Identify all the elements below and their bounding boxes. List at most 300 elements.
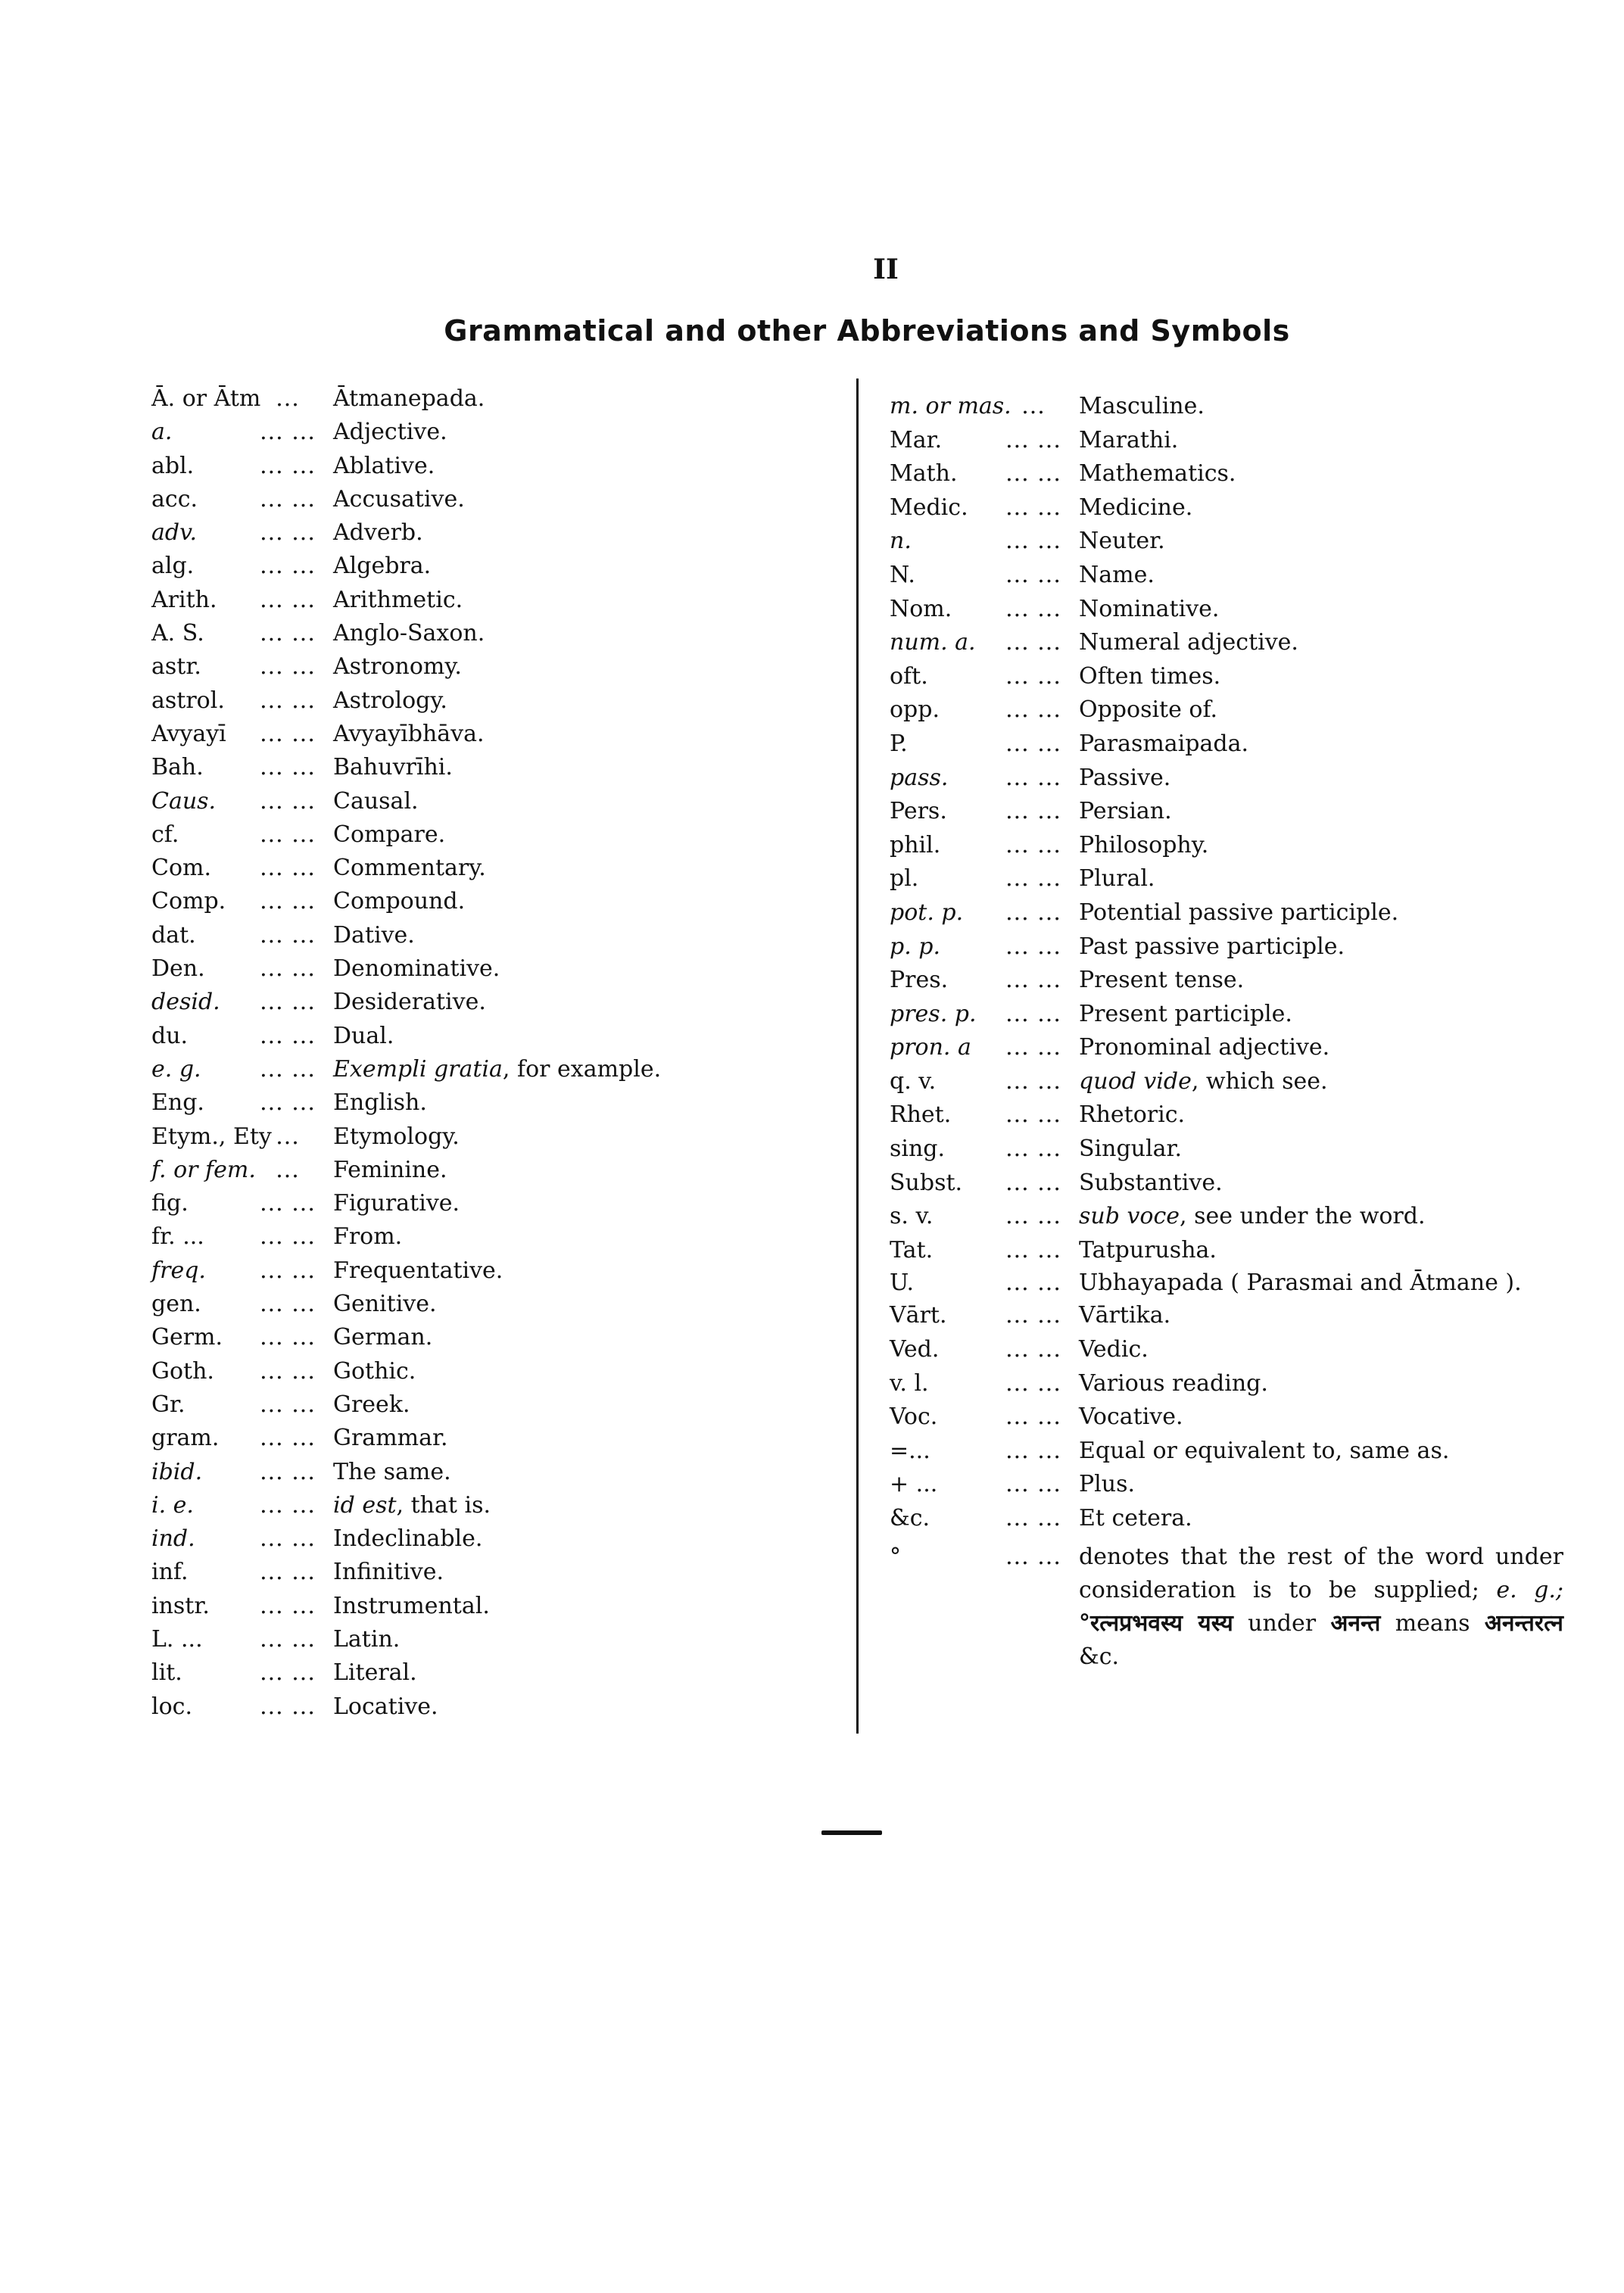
leader-dots: ... ... <box>1005 561 1061 588</box>
abbreviation-term: oft. <box>890 662 928 690</box>
abbreviation-entry <box>151 785 878 818</box>
abbreviation-entry <box>151 1254 878 1288</box>
abbreviation-meaning: Causal. <box>333 787 419 815</box>
abbreviation-term: phil. <box>890 831 941 858</box>
abbreviation-meaning: Vocative. <box>1079 1404 1183 1431</box>
abbreviation-term: du. <box>151 1022 189 1049</box>
abbreviation-meaning: Exempli gratia, for example. <box>333 1055 662 1083</box>
abbreviation-entry <box>151 1321 878 1354</box>
abbreviation-term: Mar. <box>890 426 943 453</box>
abbreviation-entry <box>890 1468 1571 1502</box>
leader-dots: ... ... <box>1005 1404 1061 1431</box>
abbreviation-term: &c. <box>890 1505 930 1531</box>
abbreviation-meaning: Instrumental. <box>333 1592 490 1619</box>
leader-dots: ... ... <box>260 1089 316 1117</box>
abbreviation-meaning: Arithmetic. <box>333 586 463 613</box>
leader-dots: ... ... <box>1005 798 1061 825</box>
leader-dots: ... ... <box>1005 967 1061 994</box>
abbreviation-entry <box>151 382 878 416</box>
leader-dots: ... ... <box>260 1659 316 1687</box>
leader-dots: ... ... <box>1005 1101 1061 1129</box>
abbreviation-term: pass. <box>890 764 949 791</box>
abbreviation-entry <box>151 718 878 751</box>
abbreviation-meaning: The same. <box>333 1458 451 1485</box>
leader-dots: ... ... <box>260 653 316 681</box>
abbreviation-entry <box>890 457 1571 491</box>
abbreviation-meaning: Figurative. <box>333 1190 460 1217</box>
abbreviation-entry <box>151 1422 878 1455</box>
abbreviation-term: Caus. <box>151 787 217 815</box>
leader-dots: ... ... <box>260 787 316 815</box>
leader-dots: ... ... <box>1005 1543 1061 1570</box>
abbreviation-term: Ved. <box>890 1336 940 1363</box>
leader-dots: ... ... <box>260 553 316 580</box>
abbreviation-entry <box>151 751 878 784</box>
abbreviation-meaning: Avyayībhāva. <box>333 720 485 747</box>
symbol-note-text <box>1079 1541 1563 1674</box>
abbreviation-meaning: Marathi. <box>1079 426 1179 453</box>
abbreviation-term: adv. <box>151 519 198 547</box>
leader-dots: ... ... <box>260 620 316 647</box>
abbreviation-term: p. p. <box>890 933 941 960</box>
leader-dots: ... ... <box>260 1257 316 1284</box>
abbreviation-term: q. v. <box>890 1067 937 1095</box>
abbreviation-term: U. <box>890 1270 915 1297</box>
abbreviation-meaning: Denominative. <box>333 955 500 983</box>
abbreviation-term: Comp. <box>151 888 226 915</box>
abbreviation-term: pres. p. <box>890 1000 977 1027</box>
abbreviation-entry <box>890 1098 1571 1132</box>
leader-dots: ... ... <box>260 921 316 949</box>
abbreviation-entry <box>151 450 878 483</box>
page-title: Grammatical and other Abbreviations and Symbols <box>444 314 1290 347</box>
abbreviation-entry <box>151 1656 878 1690</box>
abbreviation-term: fig. <box>151 1190 189 1217</box>
abbreviation-entry <box>151 416 878 449</box>
abbreviation-term: num. a. <box>890 629 976 656</box>
leader-dots: ... ... <box>260 586 316 613</box>
abbreviation-term: v. l. <box>890 1369 929 1397</box>
leader-dots: ... ... <box>260 1324 316 1351</box>
abbreviation-entry <box>890 626 1571 660</box>
abbreviation-meaning: Present participle. <box>1079 1000 1292 1027</box>
leader-dots: ... ... <box>260 1491 316 1519</box>
abbreviation-column-right <box>890 390 1571 1674</box>
abbreviation-meaning: Etymology. <box>333 1123 460 1150</box>
abbreviation-meaning: Plural. <box>1079 865 1155 893</box>
abbreviation-term: Ā. or Ātm <box>151 385 261 412</box>
abbreviation-term: gram. <box>151 1425 220 1452</box>
degree-symbol: ° <box>890 1543 901 1570</box>
abbreviation-entry <box>890 390 1571 424</box>
abbreviation-entry <box>151 584 878 617</box>
leader-dots: ... ... <box>1005 460 1061 488</box>
leader-dots: ... ... <box>1005 1169 1061 1196</box>
abbreviation-entry <box>890 1267 1571 1299</box>
abbreviation-entry <box>151 1690 878 1724</box>
leader-dots: ... ... <box>1005 595 1061 622</box>
abbreviation-meaning: Grammar. <box>333 1425 448 1452</box>
abbreviation-entry <box>151 1086 878 1120</box>
abbreviation-term: opp. <box>890 696 940 724</box>
abbreviation-meaning: Passive. <box>1079 764 1171 791</box>
abbreviation-term: Pers. <box>890 798 947 825</box>
abbreviation-term: astr. <box>151 653 201 681</box>
abbreviation-term: Com. <box>151 855 211 882</box>
abbreviation-term: cf. <box>151 821 179 848</box>
leader-dots: ... ... <box>1005 1067 1061 1095</box>
abbreviation-entry <box>890 1367 1571 1401</box>
abbreviation-entry <box>890 1502 1571 1536</box>
abbreviation-entry <box>151 1489 878 1522</box>
abbreviation-term: Math. <box>890 460 958 488</box>
abbreviation-meaning: Persian. <box>1079 798 1172 825</box>
leader-dots: ... ... <box>260 1055 316 1083</box>
note-text-3: means <box>1395 1609 1470 1637</box>
leader-dots: ... ... <box>260 754 316 781</box>
abbreviation-entry <box>890 1435 1571 1469</box>
abbreviation-meaning: Equal or equivalent to, same as. <box>1079 1437 1450 1464</box>
abbreviation-meaning: Anglo-Saxon. <box>333 620 485 647</box>
leader-dots: ... ... <box>1005 1236 1061 1263</box>
abbreviation-meaning: Often times. <box>1079 662 1221 690</box>
abbreviation-meaning: Potential passive participle. <box>1079 899 1399 926</box>
leader-dots: ... ... <box>260 452 316 479</box>
abbreviation-entry <box>151 1020 878 1053</box>
abbreviation-entry <box>151 1120 878 1154</box>
leader-dots: ... ... <box>260 1458 316 1485</box>
abbreviation-entry <box>890 964 1571 998</box>
abbreviation-meaning: Astronomy. <box>333 653 462 681</box>
leader-dots: ... ... <box>260 1190 316 1217</box>
abbreviation-term: a. <box>151 419 173 446</box>
abbreviation-entry <box>151 818 878 852</box>
leader-dots: ... ... <box>260 1291 316 1318</box>
abbreviation-entry <box>151 986 878 1019</box>
abbreviation-meaning: Et cetera. <box>1079 1505 1192 1531</box>
abbreviation-entry <box>151 684 878 718</box>
abbreviation-term: N. <box>890 561 915 588</box>
leader-dots: ... ... <box>260 1223 316 1251</box>
abbreviation-term: pl. <box>890 865 919 893</box>
abbreviation-meaning: Rhetoric. <box>1079 1101 1186 1129</box>
abbreviation-entry <box>151 952 878 986</box>
leader-dots: ... ... <box>260 1693 316 1720</box>
abbreviation-entry <box>890 1132 1571 1167</box>
leader-dots: ... ... <box>260 989 316 1016</box>
abbreviation-term: Arith. <box>151 586 217 613</box>
abbreviation-entry <box>151 516 878 550</box>
abbreviation-entry <box>151 1522 878 1556</box>
abbreviation-entry <box>890 491 1571 525</box>
abbreviation-entry <box>151 1187 878 1220</box>
abbreviation-meaning: Nominative. <box>1079 595 1220 622</box>
abbreviation-entry <box>890 1031 1571 1065</box>
abbreviation-meaning: Singular. <box>1079 1136 1183 1163</box>
abbreviation-term: Medic. <box>890 494 968 521</box>
leader-dots: ... ... <box>1005 1437 1061 1464</box>
abbreviation-column-left <box>151 382 878 1724</box>
abbreviation-term: alg. <box>151 553 195 580</box>
leader-dots: ... ... <box>260 687 316 714</box>
abbreviation-meaning: Locative. <box>333 1693 438 1720</box>
abbreviation-meaning: Desiderative. <box>333 989 486 1016</box>
abbreviation-meaning: Neuter. <box>1079 528 1165 555</box>
leader-dots: ... ... <box>260 888 316 915</box>
leader-dots: ... ... <box>1005 1302 1061 1329</box>
leader-dots: ... <box>1021 393 1046 419</box>
leader-dots: ... ... <box>260 1625 316 1653</box>
leader-dots: ... <box>276 1123 300 1150</box>
abbreviation-entry <box>151 1288 878 1321</box>
leader-dots: ... ... <box>260 519 316 547</box>
abbreviation-term: lit. <box>151 1659 182 1687</box>
leader-dots: ... ... <box>1005 1136 1061 1163</box>
abbreviation-meaning: Algebra. <box>333 553 432 580</box>
note-eg: e. g.; <box>1496 1576 1563 1603</box>
abbreviation-term: Eng. <box>151 1089 204 1117</box>
abbreviation-entry <box>151 1220 878 1254</box>
abbreviation-meaning: Vārtika. <box>1079 1302 1171 1329</box>
section-number: II <box>873 254 899 285</box>
note-text-1: denotes that the rest of the word under consideration is to be supplied; <box>1079 1543 1563 1603</box>
leader-dots: ... ... <box>1005 764 1061 791</box>
end-rule <box>821 1830 882 1835</box>
abbreviation-term: ibid. <box>151 1458 203 1485</box>
abbreviation-entry <box>890 1234 1571 1268</box>
abbreviation-meaning: Mathematics. <box>1079 460 1236 488</box>
abbreviation-term: ind. <box>151 1525 195 1553</box>
leader-dots: ... ... <box>1005 730 1061 757</box>
abbreviation-meaning: Astrology. <box>333 687 447 714</box>
abbreviation-term: acc. <box>151 485 198 512</box>
leader-dots: ... ... <box>1005 1369 1061 1397</box>
abbreviation-term: abl. <box>151 452 195 479</box>
abbreviation-term: Vārt. <box>890 1302 947 1329</box>
abbreviation-meaning: Vedic. <box>1079 1336 1149 1363</box>
symbol-note <box>890 1541 1571 1674</box>
abbreviation-term: instr. <box>151 1592 210 1619</box>
abbreviation-term: Avyayī <box>151 720 226 747</box>
abbreviation-meaning: Compare. <box>333 821 446 848</box>
abbreviation-meaning: id est, that is. <box>333 1491 491 1519</box>
leader-dots: ... ... <box>260 720 316 747</box>
abbreviation-meaning: Bahuvrīhi. <box>333 754 453 781</box>
leader-dots: ... ... <box>260 419 316 446</box>
abbreviation-meaning: Various reading. <box>1079 1369 1268 1397</box>
abbreviation-entry <box>890 795 1571 829</box>
abbreviation-entry <box>890 693 1571 727</box>
abbreviation-meaning: Adjective. <box>333 419 447 446</box>
abbreviation-term: gen. <box>151 1291 201 1318</box>
abbreviation-entry <box>151 550 878 583</box>
abbreviation-meaning: Masculine. <box>1079 393 1205 419</box>
abbreviation-entry <box>151 1556 878 1589</box>
abbreviation-meaning: Literal. <box>333 1659 417 1687</box>
abbreviation-entry <box>890 1200 1571 1234</box>
abbreviation-meaning: Tatpurusha. <box>1079 1236 1217 1263</box>
leader-dots: ... ... <box>1005 426 1061 453</box>
abbreviation-meaning: Numeral adjective. <box>1079 629 1298 656</box>
leader-dots: ... ... <box>1005 865 1061 893</box>
leader-dots: ... ... <box>260 1022 316 1049</box>
abbreviation-meaning: Present tense. <box>1079 967 1245 994</box>
abbreviation-entry <box>890 727 1571 762</box>
leader-dots: ... ... <box>1005 1336 1061 1363</box>
abbreviation-entry <box>890 896 1571 930</box>
abbreviation-meaning: Medicine. <box>1079 494 1193 521</box>
leader-dots: ... ... <box>260 1559 316 1586</box>
abbreviation-meaning: Philosophy. <box>1079 831 1209 858</box>
abbreviation-term: pron. a <box>890 1034 971 1061</box>
leader-dots: ... ... <box>1005 528 1061 555</box>
abbreviation-entry <box>890 930 1571 964</box>
leader-dots: ... <box>276 385 300 412</box>
leader-dots: ... ... <box>1005 899 1061 926</box>
abbreviation-entry <box>151 483 878 516</box>
abbreviation-entry <box>151 1355 878 1388</box>
abbreviation-term: Bah. <box>151 754 204 781</box>
abbreviation-term: n. <box>890 528 912 555</box>
abbreviation-term: Germ. <box>151 1324 223 1351</box>
abbreviation-entry <box>890 1065 1571 1099</box>
abbreviation-meaning: Dual. <box>333 1022 394 1049</box>
abbreviation-meaning: Genitive. <box>333 1291 437 1318</box>
leader-dots: ... ... <box>1005 696 1061 724</box>
abbreviation-meaning: Opposite of. <box>1079 696 1218 724</box>
abbreviation-entry <box>890 559 1571 593</box>
abbreviation-entry <box>151 1154 878 1187</box>
abbreviation-term: L. ... <box>151 1625 203 1653</box>
abbreviation-term: Tat. <box>890 1236 934 1263</box>
leader-dots: ... ... <box>1005 662 1061 690</box>
abbreviation-entry <box>151 1590 878 1623</box>
leader-dots: ... ... <box>260 855 316 882</box>
abbreviation-entry <box>151 1456 878 1489</box>
abbreviation-meaning: Pronominal adjective. <box>1079 1034 1330 1061</box>
abbreviation-meaning: quod vide, which see. <box>1079 1067 1328 1095</box>
abbreviation-term: dat. <box>151 921 196 949</box>
abbreviation-meaning: Ubhayapada ( Parasmai and Ātmane ). <box>1079 1270 1522 1297</box>
abbreviation-term: Pres. <box>890 967 949 994</box>
abbreviation-meaning: Ātmanepada. <box>333 385 485 412</box>
abbreviation-term: Goth. <box>151 1357 214 1385</box>
abbreviation-meaning: Dative. <box>333 921 415 949</box>
abbreviation-term: Subst. <box>890 1169 963 1196</box>
leader-dots: ... ... <box>1005 1505 1061 1531</box>
abbreviation-meaning: Accusative. <box>333 485 465 512</box>
abbreviation-term: =... <box>890 1437 930 1464</box>
note-text-4: &c. <box>1079 1643 1120 1670</box>
abbreviation-meaning: Plus. <box>1079 1471 1136 1498</box>
abbreviation-term: Voc. <box>890 1404 938 1431</box>
leader-dots: ... ... <box>260 821 316 848</box>
abbreviation-term: s. v. <box>890 1203 934 1230</box>
abbreviation-term: e. g. <box>151 1055 201 1083</box>
abbreviation-entry <box>890 829 1571 863</box>
abbreviation-meaning: German. <box>333 1324 433 1351</box>
leader-dots: ... ... <box>1005 1203 1061 1230</box>
leader-dots: ... ... <box>1005 1270 1061 1297</box>
devanagari-example-1: °रत्नप्रभवस्य यस्य <box>1079 1609 1233 1637</box>
abbreviation-term: Rhet. <box>890 1101 952 1129</box>
abbreviation-term: loc. <box>151 1693 192 1720</box>
abbreviation-entry <box>890 660 1571 694</box>
abbreviation-entry <box>151 852 878 885</box>
abbreviation-entry <box>151 617 878 650</box>
abbreviation-term: Nom. <box>890 595 952 622</box>
abbreviation-entry <box>890 1400 1571 1435</box>
abbreviation-meaning: From. <box>333 1223 403 1251</box>
abbreviation-entry <box>890 1167 1571 1201</box>
abbreviation-term: A. S. <box>151 620 204 647</box>
abbreviation-term: inf. <box>151 1559 189 1586</box>
note-text-2: under <box>1248 1609 1317 1637</box>
abbreviation-meaning: English. <box>333 1089 427 1117</box>
abbreviation-entry <box>890 862 1571 896</box>
leader-dots: ... ... <box>1005 1471 1061 1498</box>
abbreviation-entry <box>890 1333 1571 1367</box>
abbreviation-meaning: Ablative. <box>333 452 435 479</box>
column-divider <box>856 379 859 1734</box>
leader-dots: ... ... <box>260 485 316 512</box>
abbreviation-term: astrol. <box>151 687 225 714</box>
abbreviation-meaning: Parasmaipada. <box>1079 730 1248 757</box>
abbreviation-entry <box>151 650 878 684</box>
abbreviation-meaning: Adverb. <box>333 519 423 547</box>
abbreviation-meaning: Greek. <box>333 1391 410 1418</box>
abbreviation-entry <box>151 885 878 918</box>
abbreviation-term: i. e. <box>151 1491 194 1519</box>
abbreviation-term: sing. <box>890 1136 946 1163</box>
abbreviation-entry <box>151 1053 878 1086</box>
abbreviation-meaning: Past passive participle. <box>1079 933 1345 960</box>
leader-dots: ... ... <box>260 955 316 983</box>
leader-dots: ... ... <box>260 1525 316 1553</box>
abbreviation-term: freq. <box>151 1257 206 1284</box>
abbreviation-meaning: Infinitive. <box>333 1559 444 1586</box>
abbreviation-term: f. or fem. <box>151 1156 256 1183</box>
abbreviation-meaning: Name. <box>1079 561 1155 588</box>
abbreviation-meaning: Feminine. <box>333 1156 447 1183</box>
leader-dots: ... ... <box>260 1425 316 1452</box>
abbreviation-term: fr. ... <box>151 1223 204 1251</box>
abbreviation-entry <box>890 424 1571 458</box>
abbreviation-entry <box>151 1388 878 1422</box>
abbreviation-meaning: Latin. <box>333 1625 401 1653</box>
abbreviation-term: m. or mas. <box>890 393 1011 419</box>
abbreviation-entry <box>151 1623 878 1656</box>
leader-dots: ... ... <box>260 1357 316 1385</box>
abbreviation-entry <box>890 525 1571 559</box>
devanagari-example-3: अनन्तरत्न <box>1484 1609 1563 1637</box>
abbreviation-entry <box>890 998 1571 1032</box>
devanagari-example-2: अनन्त <box>1330 1609 1381 1637</box>
leader-dots: ... ... <box>1005 1034 1061 1061</box>
abbreviation-meaning: Substantive. <box>1079 1169 1223 1196</box>
abbreviation-entry <box>890 762 1571 796</box>
abbreviation-term: Gr. <box>151 1391 185 1418</box>
abbreviation-term: + ... <box>890 1471 938 1498</box>
abbreviation-meaning: Indeclinable. <box>333 1525 483 1553</box>
leader-dots: ... ... <box>1005 831 1061 858</box>
abbreviation-entry <box>890 1299 1571 1333</box>
leader-dots: ... ... <box>1005 933 1061 960</box>
leader-dots: ... ... <box>260 1592 316 1619</box>
abbreviation-term: pot. p. <box>890 899 964 926</box>
leader-dots: ... ... <box>1005 629 1061 656</box>
abbreviation-term: Den. <box>151 955 205 983</box>
